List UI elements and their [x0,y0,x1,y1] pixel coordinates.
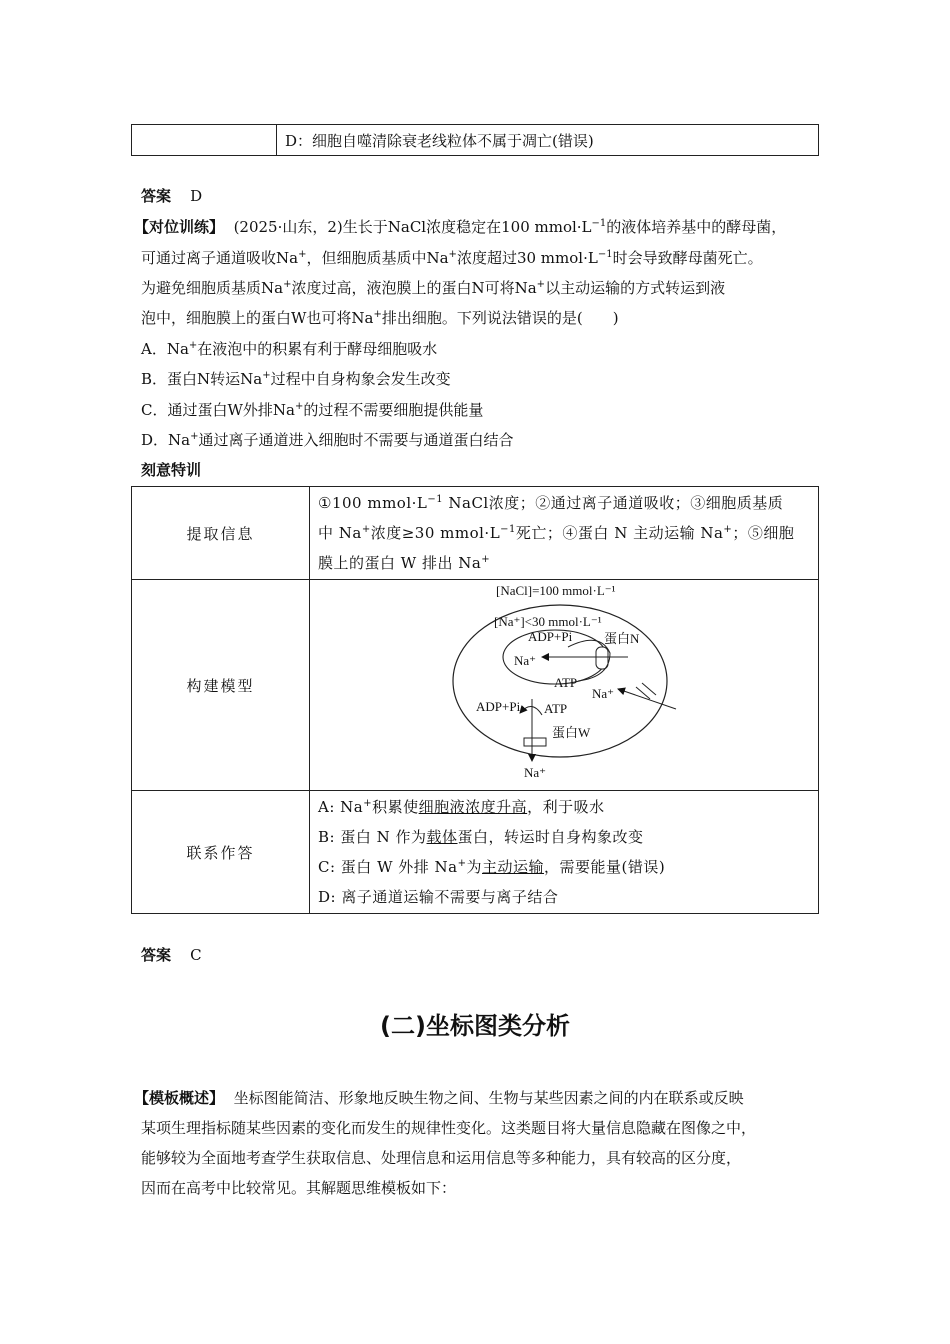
row2-label: 构建模型 [132,580,310,791]
overview-line-4: 因而在高考中比较常见。其解题思维模板如下： [141,1179,457,1197]
na-channel-label: Na⁺ [592,685,615,701]
inner-concentration-label: [Na⁺]<30 mmol·L⁻¹ [494,613,602,629]
overview-line-2: 某项生理指标随某些因素的变化而发生的规律性变化。这类题目将大量信息隐藏在图像之中， [141,1119,757,1137]
section-title: (二)坐标图类分析 [380,1012,570,1040]
option-a: A．Na+在液泡中的积累有利于酵母细胞吸水 [141,340,438,358]
protein-w-label: 蛋白W [552,724,591,740]
practice-tag: 【对位训练】 [134,218,225,236]
practice-line-2: 可通过离子通道吸收Na+，但细胞质基质中Na+浓度超过30 $mmol\cdot L^{-1}$时会导致酵母菌死亡。 [141,249,763,267]
row3-c: C: 蛋白 W 外排 Na+为主动运输，需要能量(错误) [318,858,666,876]
overview-tag: 【模板概述】 [134,1089,225,1107]
row1-label: 提取信息 [132,487,310,580]
top-table-empty-cell [132,125,277,156]
protein-w-shape [524,738,546,746]
practice-line-4: 泡中，细胞膜上的蛋白W也可将Na+排出细胞。下列说法错误的是( ) [141,309,619,327]
na-vacuole-label: Na⁺ [514,652,537,668]
na-out-label: Na⁺ [524,764,547,780]
channel-arrow [618,689,676,709]
top-table-d-cell: D：细胞自噬清除衰老线粒体不属于凋亡(错误) [277,125,819,156]
row3-content [310,791,819,914]
overview-line-1: 【模板概述】 坐标图能简洁、形象地反映生物之间、生物与某些因素之间的内在联系或反映 [134,1089,744,1107]
atp-bottom-label: ATP [544,700,568,716]
outer-concentration-label: [NaCl]=100 mmol·L⁻¹ [496,582,616,598]
option-d: D．Na+通过离子通道进入细胞时不需要与通道蛋白结合 [141,431,514,449]
atp-cycle-bottom [520,706,542,715]
answer-value: C [190,946,202,964]
adp-pi-bottom-label: ADP+Pi [476,698,521,714]
protein-n-label: 蛋白N [604,630,640,646]
practice-source: (2025·山东，2) [233,218,343,236]
transport-diagram [310,581,818,790]
option-c: C．通过蛋白W外排Na+的过程不需要细胞提供能量 [141,401,484,419]
adp-pi-top-label: ADP+Pi [528,628,573,644]
atp-top-label: ATP [554,674,578,690]
row3-d: D: 离子通道运输不需要与离子结合 [318,888,559,906]
answer-label: 答案 [141,187,172,205]
row1-content: ①100 $mmol\cdot L^{-1}$ NaCl浓度；②通过离子通道吸收；③细胞质基质 中 Na+浓度≥30 $mmol\cdot L^{-1}$死亡；④蛋白 N 主动运输 Na+；⑤细胞 膜上的蛋白 W 排出 Na+ [310,487,819,580]
section-title-wrap [0,1006,950,1041]
row3-label: 联系作答 [132,791,310,914]
special-table [131,486,819,914]
option-b: B．蛋白N转运Na+过程中自身构象会发生改变 [141,370,451,388]
special-title: 刻意特训 [141,461,202,479]
channel-wall-2 [642,683,656,695]
row3-a: A: Na+积累使细胞液浓度升高，利于吸水 [318,798,605,816]
answer-label: 答案 [141,946,172,964]
top-table [131,124,819,156]
answer-value: D [190,187,203,205]
practice-line-3: 为避免细胞质基质Na+浓度过高，液泡膜上的蛋白N可将Na+以主动运输的方式转运到液 [141,279,726,297]
practice-line-1: 【对位训练】 (2025·山东，2)生长于NaCl浓度稳定在100 $mmol\cdot L^{-1}$的液体培养基中的酵母菌， [134,218,787,236]
protein-n-shape [596,647,608,669]
answer-1 [141,181,202,211]
row3-b: B: 蛋白 N 作为载体蛋白，转运时自身构象改变 [318,828,644,846]
row2-diagram-cell [310,580,819,791]
overview-line-3: 能够较为全面地考查学生获取信息、处理信息和运用信息等多种能力，具有较高的区分度， [141,1149,742,1167]
answer-2 [141,940,202,970]
